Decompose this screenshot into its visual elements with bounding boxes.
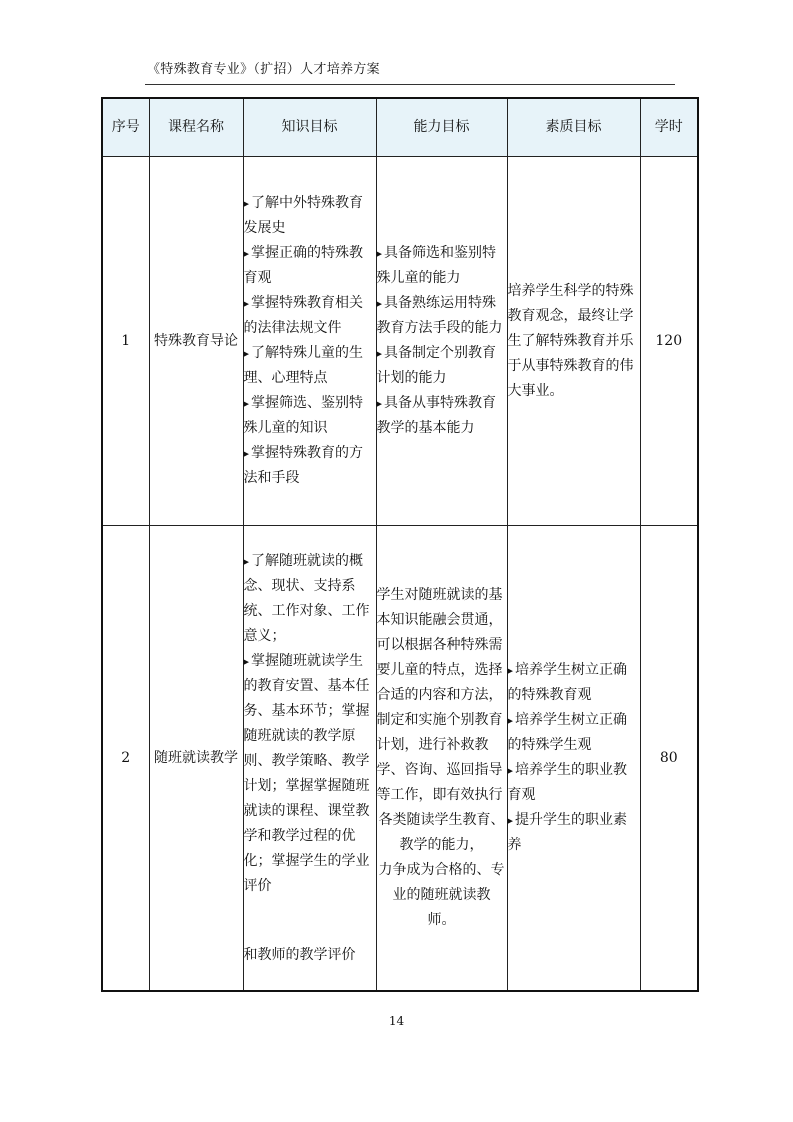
row-hours: 120 — [640, 157, 698, 526]
ability-bullet: ▸ 具备筛选和鉴别特殊儿童的能力 — [377, 241, 507, 291]
ability-paragraph: 学生对随班就读的基本知识能融会贯通，可以根据各种特殊需要儿童的特点，选择合适的内容和方法，制定和实施个别教育计划，进行补救教学、咨询、巡回指导等工作，即有效执行 — [376, 587, 503, 804]
row-seq: 1 — [102, 157, 149, 526]
column-header-quality: 素质目标 — [507, 98, 640, 157]
page-number: 14 — [388, 1014, 405, 1028]
ability-line: 各类随读学生教育、教学的能力， — [378, 812, 505, 854]
knowledge-bullet: ▸ 了解特殊儿童的生理、心理特点 — [244, 341, 376, 391]
row-knowledge-goals — [243, 157, 376, 526]
knowledge-bullet: ▸ 掌握特殊教育的方法和手段 — [244, 441, 376, 491]
header-rule — [145, 84, 675, 85]
ability-line: 力争成为合格的、专业的随班就读教 — [378, 862, 505, 904]
knowledge-bullet: ▸ 掌握筛选、鉴别特殊儿童的知识 — [244, 391, 376, 441]
quality-bullet: ▸ 提升学生的职业素养 — [508, 808, 640, 858]
row-seq: 2 — [102, 526, 149, 991]
knowledge-paragraph: ▸ 掌握随班就读学生的教育安置、基本任务、基本环节；掌握随班就读的教学原则、教学策略、教学计划；掌握掌握随班就读的课程、课堂教学和教学过程的优化；掌握学生的学业评价 — [244, 649, 376, 899]
row-course-name: 随班就读教学 — [149, 526, 243, 991]
quality-bullet: ▸ 培养学生树立正确的特殊教育观 — [508, 658, 640, 708]
row-ability-goals — [376, 157, 507, 526]
ability-bullet: ▸ 具备熟练运用特殊教育方法手段的能力 — [377, 291, 507, 341]
quality-bullet: ▸ 培养学生树立正确的特殊学生观 — [508, 708, 640, 758]
document-header-title: 《特殊教育专业》（扩招）人才培养方案 — [147, 62, 380, 77]
curriculum-table — [101, 97, 699, 992]
ability-line: 师。 — [427, 912, 456, 929]
ability-bullet: ▸ 具备制定个别教育计划的能力 — [377, 341, 507, 391]
knowledge-bullet: ▸ 掌握特殊教育相关的法律法规文件 — [244, 291, 376, 341]
row-ability-goals — [376, 526, 507, 991]
column-header-knowledge: 知识目标 — [243, 98, 376, 157]
spacer — [244, 899, 376, 943]
knowledge-tail: 和教师的教学评价 — [243, 946, 356, 963]
column-header-seq: 序号 — [102, 98, 149, 157]
table-header-row — [102, 98, 698, 157]
row-knowledge-goals — [243, 526, 376, 991]
table-row — [102, 526, 698, 991]
row-course-name: 特殊教育导论 — [149, 157, 243, 526]
row-quality-goals — [507, 526, 640, 991]
column-header-hours: 学时 — [640, 98, 698, 157]
knowledge-bullet: ▸ 了解中外特殊教育发展史 — [244, 191, 376, 241]
table-row — [102, 157, 698, 526]
column-header-course: 课程名称 — [149, 98, 243, 157]
knowledge-bullet: ▸ 了解随班就读的概念、现状、支持系统、工作对象、工作意义； — [244, 549, 376, 649]
knowledge-bullet: ▸ 掌握正确的特殊教育观 — [244, 241, 376, 291]
quality-bullet: ▸ 培养学生的职业教育观 — [508, 758, 640, 808]
row-quality-goals: 培养学生科学的特殊教育观念，最终让学生了解特殊教育并乐于从事特殊教育的伟大事业。 — [507, 157, 640, 526]
ability-bullet: ▸ 具备从事特殊教育教学的基本能力 — [377, 391, 507, 441]
row-hours: 80 — [640, 526, 698, 991]
column-header-ability: 能力目标 — [376, 98, 507, 157]
